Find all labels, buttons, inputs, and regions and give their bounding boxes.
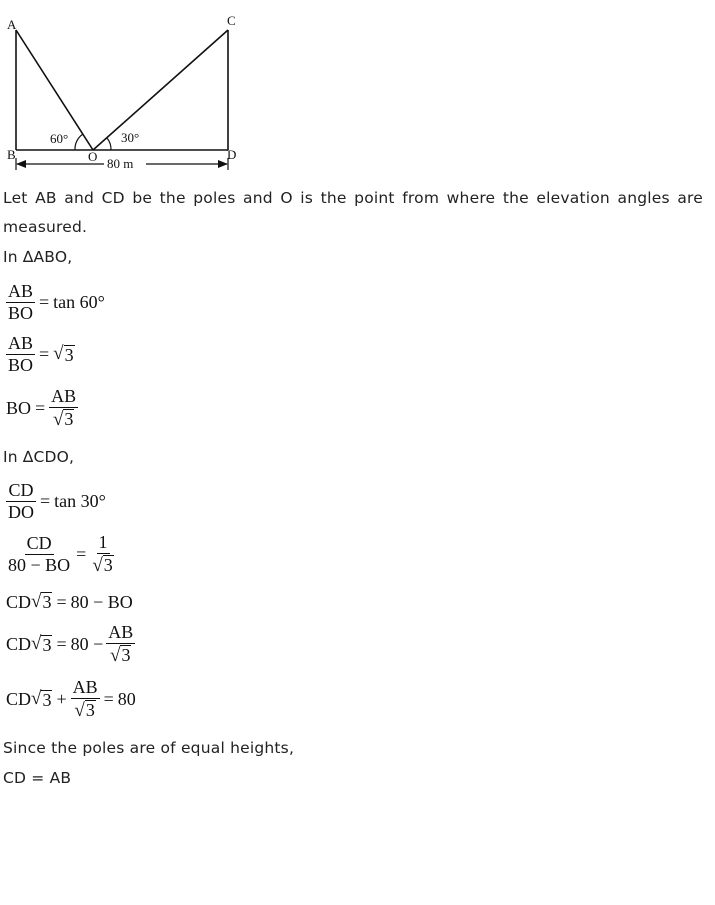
lhs: CD	[6, 591, 32, 612]
plus-sign: +	[56, 688, 67, 709]
radicand: 3	[42, 634, 52, 655]
label-a: A	[7, 17, 17, 32]
label-o: O	[88, 149, 98, 164]
denominator: BO	[8, 302, 34, 323]
rhs: 80 − BO	[70, 591, 133, 612]
in-abo-label: In ∆ABO,	[3, 248, 73, 266]
lhs: CD	[6, 688, 32, 709]
in-cdo-label: In ∆CDO,	[3, 448, 75, 466]
equals-sign: =	[56, 591, 67, 612]
numerator: AB	[108, 622, 134, 642]
equal-heights-text: Since the poles are of equal heights,	[3, 739, 295, 757]
numerator: AB	[72, 677, 98, 697]
fraction	[106, 623, 135, 666]
line-co	[93, 30, 228, 150]
poles-diagram	[0, 0, 250, 178]
equals-sign: =	[56, 633, 67, 654]
equation-1	[6, 282, 105, 323]
cd-equals-ab-text: CD = AB	[3, 769, 72, 787]
numerator: 1	[98, 532, 108, 552]
angle-arc-60	[75, 134, 83, 150]
denominator: BO	[8, 354, 34, 375]
equals-sign: =	[39, 291, 50, 312]
angle-arc-30	[107, 138, 111, 150]
denominator: DO	[8, 501, 34, 522]
fraction-rhs	[90, 533, 115, 576]
denominator: √ 3	[92, 554, 113, 576]
rhs-prefix: 80 −	[70, 633, 104, 654]
angle-label-30: 30°	[121, 130, 140, 145]
equals-sign: =	[103, 688, 114, 709]
arrowhead-left	[16, 160, 26, 168]
equation-6	[6, 591, 133, 613]
square-root: √ 3	[31, 591, 52, 613]
equals-sign: =	[40, 490, 51, 511]
equation-7	[6, 623, 135, 666]
numerator: AB	[8, 333, 34, 353]
label-b: B	[7, 147, 16, 162]
rhs: tan 60°	[53, 291, 105, 312]
radicand: 3	[42, 689, 52, 710]
distance-label: 80 m	[107, 156, 134, 171]
equals-sign: =	[76, 543, 87, 564]
fraction	[71, 678, 100, 721]
radicand: 3	[103, 554, 113, 575]
fraction	[6, 334, 35, 375]
square-root: √ 3	[53, 343, 74, 365]
equals-sign: =	[35, 397, 46, 418]
radicand: 3	[64, 408, 74, 429]
numerator: AB	[8, 281, 34, 301]
numerator: CD	[26, 532, 52, 553]
numerator: AB	[51, 386, 77, 406]
lhs: CD	[6, 633, 32, 654]
angle-label-60: 60°	[50, 131, 69, 146]
square-root: √ 3	[31, 688, 52, 710]
intro-line-2: measured.	[3, 218, 88, 236]
equation-3	[6, 387, 78, 430]
fraction	[6, 534, 72, 575]
intro-line-1: Let AB and CD be the poles and O is the point from where the elevation angles are	[3, 189, 703, 207]
denominator: √ 3	[110, 644, 131, 666]
label-d: D	[227, 147, 237, 162]
numerator: CD	[8, 480, 34, 500]
rhs: tan 30°	[54, 490, 106, 511]
equation-4	[6, 481, 106, 522]
equation-5	[6, 533, 116, 576]
equation-8	[6, 678, 136, 721]
rhs: 80	[117, 688, 136, 709]
radicand: 3	[121, 644, 131, 665]
equation-2	[6, 334, 75, 375]
lhs: BO	[6, 397, 32, 418]
label-c: C	[227, 13, 236, 28]
fraction	[6, 481, 36, 522]
fraction	[49, 387, 78, 430]
fraction	[6, 282, 35, 323]
denominator: √ 3	[52, 408, 74, 430]
denominator: 80 − BO	[8, 554, 71, 575]
denominator: √ 3	[74, 699, 95, 721]
equals-sign: =	[39, 343, 50, 364]
radicand: 3	[64, 344, 74, 365]
square-root: √ 3	[31, 633, 52, 655]
radicand: 3	[85, 699, 95, 720]
poles-figure	[0, 0, 250, 178]
radicand: 3	[42, 592, 52, 613]
